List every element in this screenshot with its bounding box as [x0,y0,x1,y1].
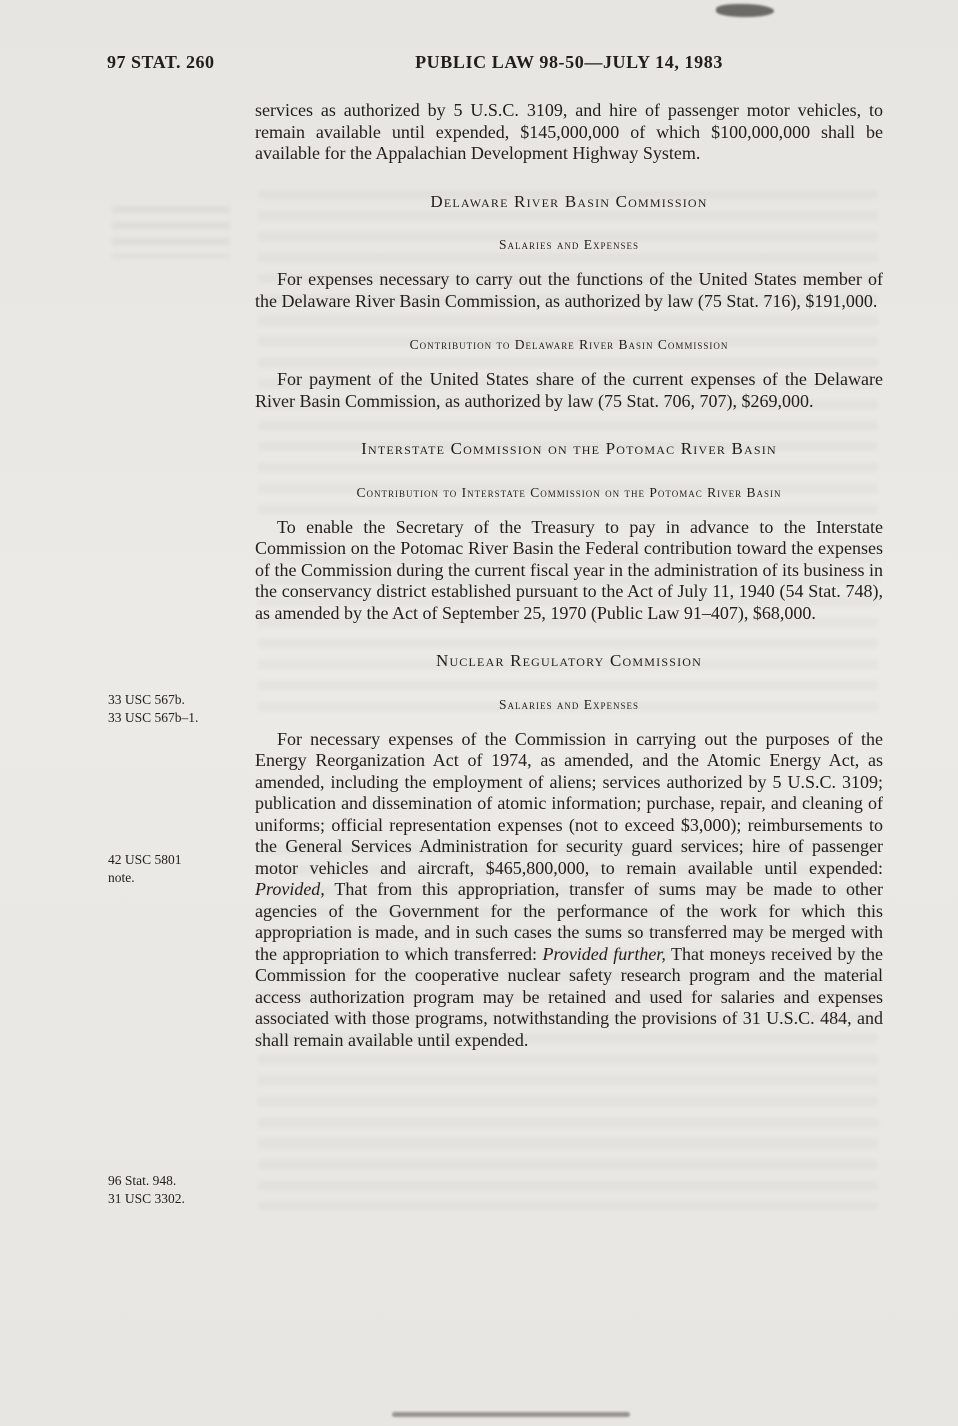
heading-9: Nuclear Regulatory Commission [435,651,703,670]
bleedthrough-artifact [112,206,230,258]
subheading-2: Salaries and Expenses [498,237,639,252]
margin-note-line: 33 USC 567b–1. [108,710,199,725]
proviso-italic-text: Provided further, [542,943,666,964]
proviso-italic-text: Provided, [255,879,325,899]
document-blocks [255,100,883,1051]
subheading-7: Contribution to Interstate Commission on the Potomac River Basin [356,484,782,500]
subheading-10: Salaries and Expenses [498,696,639,712]
paragraph-text: That moneys received by the Commission for the cooperative nuclear safety research program and the material access authorization program may be retained and used for salaries and expenses associated with those programs, notwithstanding the provisions of 31 U.S.C. 484, and shall remain available until expended. [255,943,883,1050]
paragraph-text: For necessary expenses of the Commission in carrying out the purposes of the Energy Reorganization Act of 1974, as amended, and the Atomic Energy Act, as amended, including the employment of aliens; services authorized by 5 U.S.C. 3109; publication and dissemination of atomic information; purchase, repair, and cleaning of uniforms; official representation expenses (not to exceed $3,000); reimbursements to the General Services Administration for security guard services; hire of passenger motor vehicles and aircraft, $465,800,000, to remain available until expended: [255,728,883,878]
margin-note-usc-5801 [108,851,243,887]
paragraph-text: To enable the Secretary of the Treasury to pay in advance to the Interstate Commission on the Potomac River Basin the Federal contribution toward the expenses of the Commission during the current fiscal year in the administration of its business in the conservancy district established pursuant to the Act of July 11, 1940 (54 Stat. 748), as amended by the Act of September 25, 1970 (Public Law 91–407), $68,000. [255,516,883,623]
paragraph-text: For payment of the United States share of the current expenses of the Delaware River Basin Commission, as authorized by law (75 Stat. 706, 707), $269,000. [255,369,883,411]
heading-1: Delaware River Basin Commission [430,191,708,211]
margin-note-line: 42 USC 5801 [108,852,182,867]
paragraph-11 [255,729,883,1052]
paragraph-text: That from this appropriation, transfer of sums may be made to other agencies of the Government for the performance of the work for which this appropriation is made, and in such cases the sums so transferred may be merged with the appropriation to which transferred: [255,879,883,964]
margin-note-line: 31 USC 3302. [108,1191,185,1206]
scan-artifact-top [716,4,774,17]
margin-note-stat-948 [108,1172,243,1208]
paragraph-text: For expenses necessary to carry out the functions of the United States member of the Delaware River Basin Commission, as authorized by law (75 Stat. 716), $191,000. [255,269,883,311]
subheading-4: Contribution to Delaware River Basin Commission [409,337,729,352]
paragraph-5 [255,369,883,412]
paragraph-3 [255,269,883,312]
paragraph-8 [255,517,883,625]
scan-artifact-bottom [392,1412,630,1417]
margin-note-usc-567b [108,691,243,727]
margin-note-line: note. [108,870,135,885]
margin-note-line: 96 Stat. 948. [108,1173,177,1188]
margin-note-line: 33 USC 567b. [108,692,185,707]
paragraph-0 [255,100,883,165]
paragraph-text: services as authorized by 5 U.S.C. 3109, and hire of passenger motor vehicles, to remain available until expended, $145,000,000 of which $100,000,000 shall be available for the Appalachian Development Highway System. [255,100,883,163]
law-title: PUBLIC LAW 98-50—JULY 14, 1983 [415,52,723,72]
heading-6: Interstate Commission on the Potomac River Basin [361,439,777,458]
stat-page-number: 97 STAT. 260 [107,52,215,72]
running-head [0,52,958,80]
